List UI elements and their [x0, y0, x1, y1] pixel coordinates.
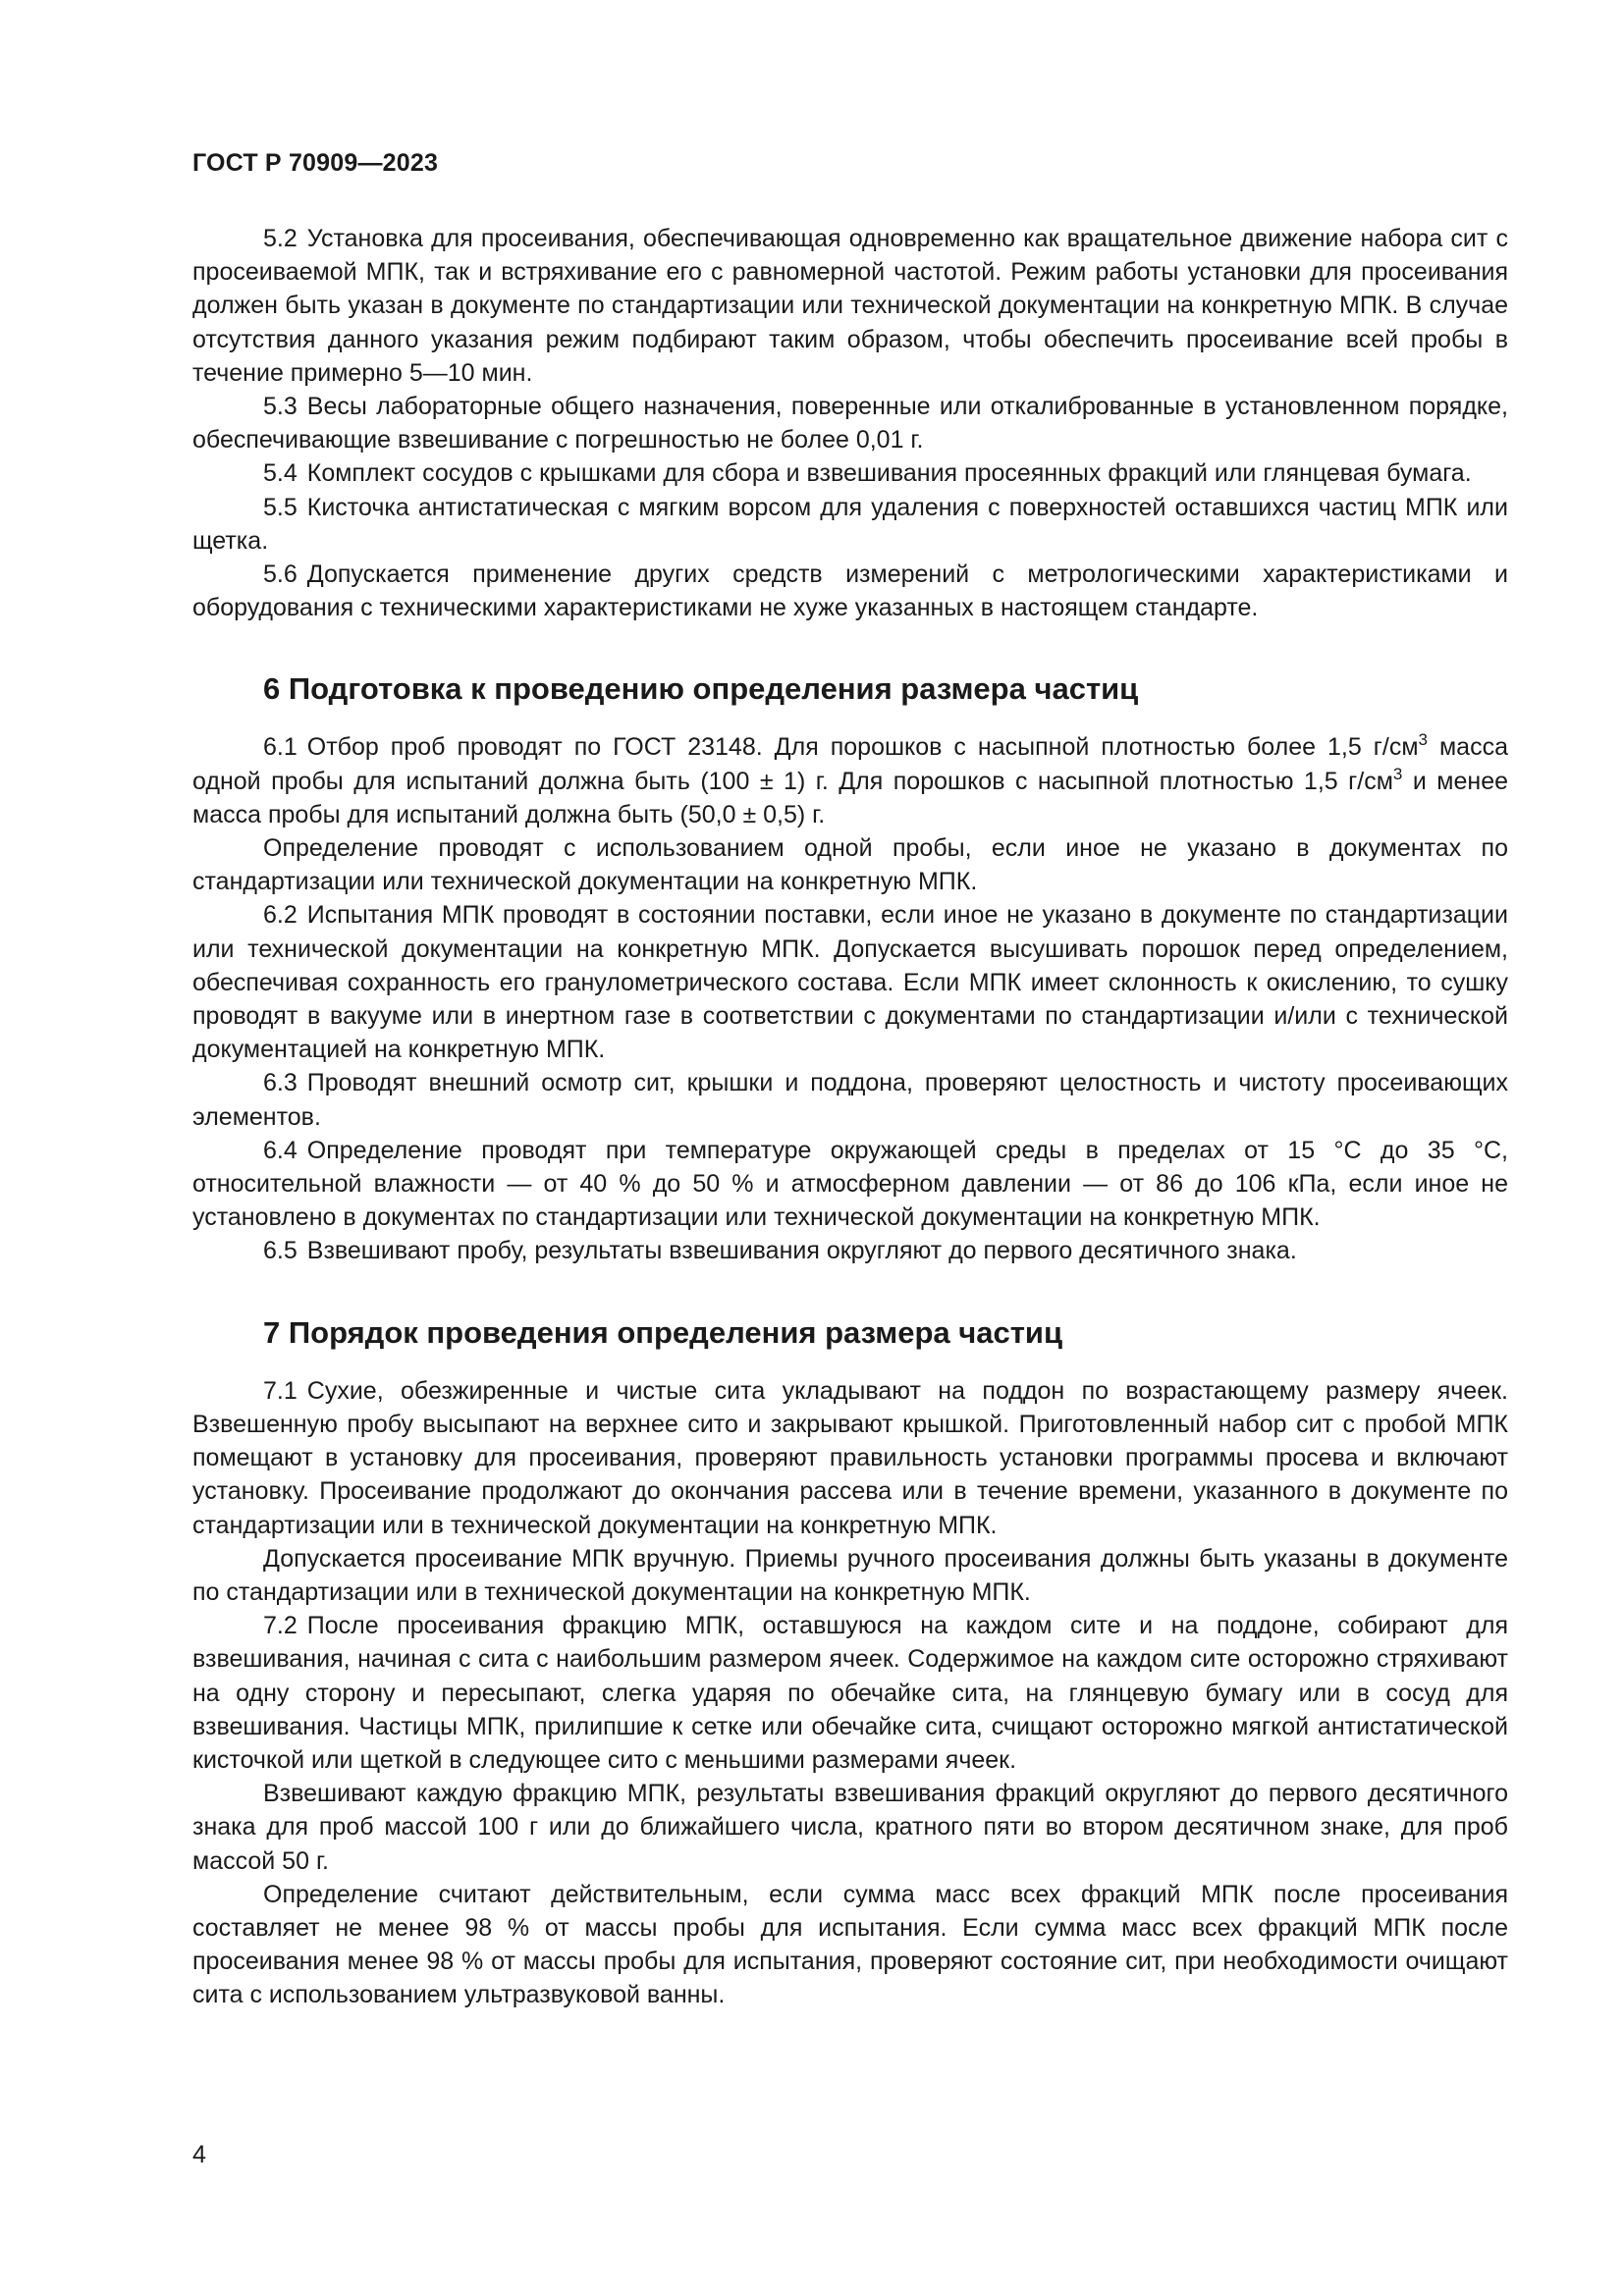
clause-5-2 — [192, 222, 1508, 390]
clause-number: 6.5 — [263, 1237, 298, 1265]
page-number: 4 — [192, 2141, 206, 2168]
clause-number: 5.4 — [263, 459, 298, 488]
clause-5-6 — [192, 558, 1508, 624]
clause-number: 6.1 — [263, 733, 298, 762]
document-body — [192, 222, 1508, 2012]
section-6-title: 6 Подготовка к проведению определения размера частиц — [263, 671, 1139, 707]
clause-number: 7.2 — [263, 1612, 298, 1640]
clause-7-1-continuation: Допускается просеивание МПК вручную. Приемы ручного просеивания должны быть указаны в документе по стандартизации или в технической документации на конкретную МПК. — [192, 1544, 1508, 1606]
clause-7-2-continuation-1: Взвешивают каждую фракцию МПК, результаты взвешивания фракций округляют до первого десятичного знака для проб массой 100 г или до ближайшего числа, кратного пяти во втором десятичном знаке, для проб массой 50 г. — [192, 1780, 1508, 1875]
clause-text: Допускается применение других средств измерений с метрологическими характеристиками и оборудования с техническими характеристиками не хуже указанных в настоящем стандарте. — [192, 561, 1508, 622]
clause-6-2 — [192, 898, 1508, 1066]
clause-6-3 — [192, 1066, 1508, 1133]
clause-text: Определение проводят при температуре окружающей среды в пределах от 15 °С до 35 °С, относительной влажности — от 40 % до 50 % и атмосферном давлении — от 86 до 106 кПа, если иное не установлено в документах по стандартизации или технической документации на конкретную МПК. — [192, 1136, 1508, 1232]
clause-text: Кисточка антистатическая с мягким ворсом для удаления с поверхностей оставшихся частиц МПК или щетка. — [192, 493, 1508, 555]
clause-text: Сухие, обезжиренные и чистые сита укладывают на поддон по возрастающему размеру ячеек. Взвешенную пробу высыпают на верхнее сито и закрывают крышкой. Приготовленный набор сит с пробой МПК помещают в установку для просеивания, проверяют правильность установки программы просева и включают установку. Просеивание продолжают до окончания рассева или в течение времени, указанного в документе по стандартизации или в технической документации на конкретную МПК. — [192, 1376, 1508, 1539]
clause-6-1 — [192, 730, 1508, 831]
clause-number: 6.4 — [263, 1136, 298, 1164]
clause-text: Установка для просеивания, обеспечивающая одновременно как вращательное движение набора сит с просеиваемой МПК, так и встряхивание его с равномерной частотой. Режим работы установки для просеивания должен быть указан в документе по стандартизации или технической документации на конкретную МПК. В случае отсутствия данного указания режим подбирают таким образом, чтобы обеспечить просеивание всей пробы в течение примерно 5—10 мин. — [192, 225, 1508, 387]
clause-5-5 — [192, 491, 1508, 558]
clause-text: Комплект сосудов с крышками для сбора и взвешивания просеянных фракций или глянцевая бумага. — [306, 459, 1472, 488]
clause-5-3 — [192, 390, 1508, 456]
clause-number: 5.6 — [263, 561, 298, 589]
clause-6-4 — [192, 1134, 1508, 1235]
clause-7-2-continuation-2: Определение считают действительным, если сумма масс всех фракций МПК после просеивания составляет не менее 98 % от массы пробы для испытания. Если сумма масс всех фракций МПК после просеивания менее 98 % от массы пробы для испытания, проверяют состояние сит, при необходимости очищают сита с использованием ультразвуковой ванны. — [192, 1880, 1508, 2009]
clause-7-1 — [192, 1374, 1508, 1542]
clause-number: 6.3 — [263, 1069, 298, 1097]
clause-text: Взвешивают пробу, результаты взвешивания округляют до первого десятичного знака. — [306, 1237, 1297, 1265]
clause-number: 6.2 — [263, 901, 298, 930]
clause-text: Испытания МПК проводят в состоянии поставки, если иное не указано в документе по стандартизации или технической документации на конкретную МПК. Допускается высушивать порошок перед определением, обеспечивая сохранность его гранулометрического состава. Если МПК имеет склонность к окислению, то сушку проводят в вакууме или в инертном газе в соответствии с документами по стандартизации и/или с технической документацией на конкретную МПК. — [192, 901, 1508, 1064]
clause-number: 7.1 — [263, 1376, 298, 1405]
clause-7-2 — [192, 1609, 1508, 1777]
clause-number: 5.2 — [263, 225, 298, 252]
document-header: ГОСТ Р 70909—2023 — [192, 149, 439, 177]
clause-text-part: масса одной пробы для испытаний должна быть (100 ± 1) г. Для порошков с насыпной плотностью 1,5 г/см — [192, 733, 1508, 795]
clause-number: 5.3 — [263, 393, 298, 421]
clause-text-part: и менее масса пробы для испытаний должна быть (50,0 ± 0,5) г. — [192, 767, 1508, 828]
clause-6-1-continuation: Определение проводят с использованием одной пробы, если иное не указано в документах по стандартизации или технической документации на конкретную МПК. — [192, 834, 1508, 896]
clause-number: 5.5 — [263, 493, 298, 521]
clause-text: После просеивания фракцию МПК, оставшуюся на каждом сите и на поддоне, собирают для взвешивания, начиная с сита с наибольшим размером ячеек. Содержимое на каждом сите осторожно стряхивают на одну сторону и пересыпают, слегка ударяя по обечайке сита, на глянцевую бумагу или в сосуд для взвешивания. Частицы МПК, прилипшие к сетке или обечайке сита, счищают осторожно мягкой антистатической кисточкой или щеткой в следующее сито с меньшими размерами ячеек. — [192, 1612, 1508, 1774]
clause-text: Проводят внешний осмотр сит, крышки и поддона, проверяют целостность и чистоту просеивающих элементов. — [192, 1069, 1508, 1131]
clause-text-part: Отбор проб проводят по ГОСТ 23148. Для порошков с насыпной плотностью более 1,5 г/см — [306, 733, 1419, 762]
superscript: 3 — [1418, 730, 1428, 750]
clause-6-5 — [192, 1234, 1508, 1267]
section-7-title: 7 Порядок проведения определения размера частиц — [263, 1314, 1063, 1350]
superscript: 3 — [1392, 764, 1403, 783]
clause-text: Весы лабораторные общего назначения, поверенные или откалиброванные в установленном порядке, обеспечивающие взвешивание с погрешностью не более 0,01 г. — [192, 393, 1508, 454]
clause-5-4 — [192, 456, 1508, 490]
